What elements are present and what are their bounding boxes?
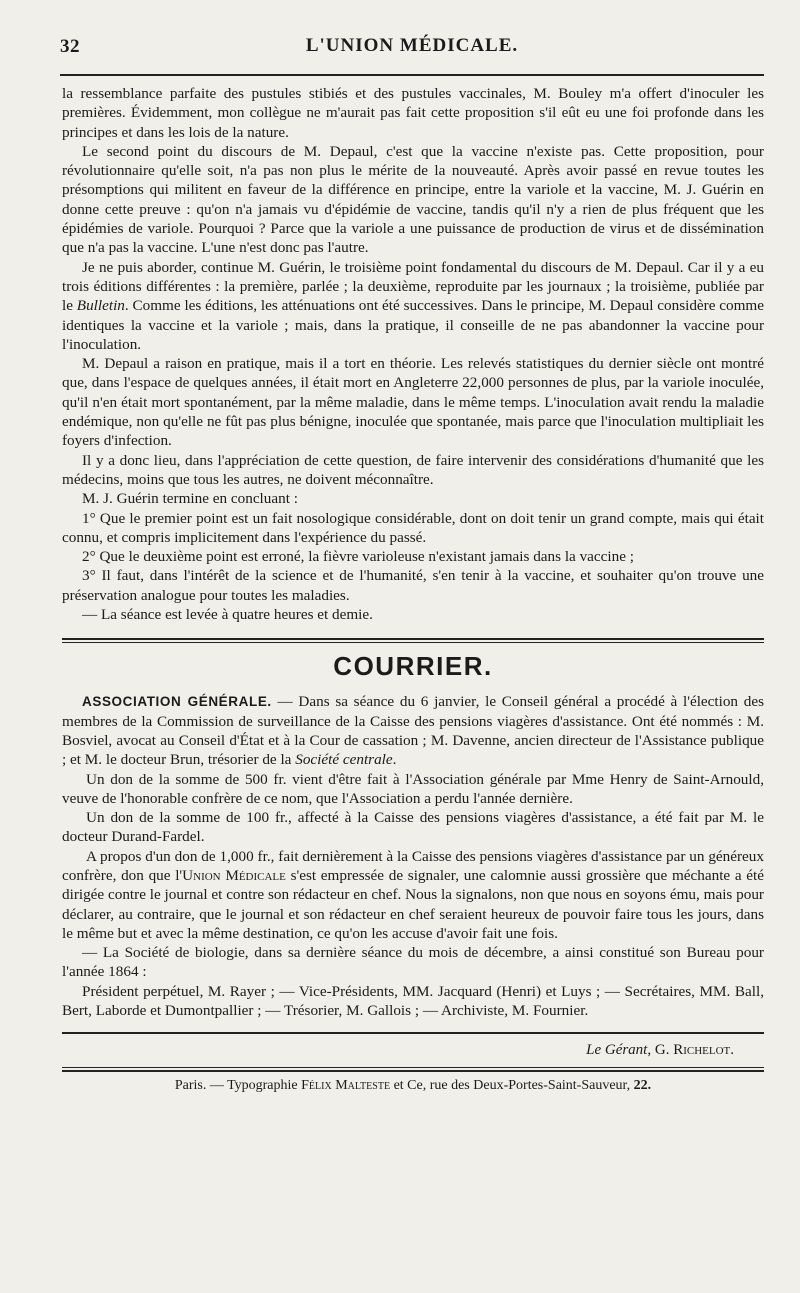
- paragraph: — La séance est levée à quatre heures et demie.: [82, 606, 373, 624]
- paragraph: M. J. Guérin termine en concluant :: [82, 490, 298, 508]
- article-body: [62, 84, 764, 624]
- page-number: 32: [60, 36, 80, 57]
- paragraph: Le second point du discours de M. Depaul, c'est que la vaccine n'existe pas. Cette proposition, pour révolutionnaire qu'elle soit, n'a pas non plus le mérite de la nouveauté. Après avoir passé en revue toutes les présomptions qui militent en faveur de la différence en principe, entre la variole et la vaccine, M. J. Guérin en donne cette preuve : qu'on n'a jamais vu d'épidémie de vaccine, tandis qu'il n'y a rien de plus fréquent que les épidémies de variole. Pourquoi ? Parce que la variole a une puissance de production de virus et de dissémination que n'a pas la vaccine. L'une n'est donc pas l'autre.: [62, 142, 764, 257]
- courrier-body: [62, 692, 764, 1020]
- paragraph: 2° Que le deuxième point est erroné, la fièvre varioleuse n'existant jamais dans la vaccine ;: [82, 548, 634, 566]
- paragraph: Il y a donc lieu, dans l'appréciation de cette question, de faire intervenir des considérations d'humanité que les médecins, moins que tous les autres, ne doivent méconnaître.: [62, 451, 764, 488]
- footer-rule: [62, 1070, 764, 1072]
- paragraph: — La Société de biologie, dans sa dernière séance du mois de décembre, a ainsi constitué son Bureau pour l'année 1864 :: [62, 944, 764, 981]
- section-title: COURRIER.: [333, 651, 493, 682]
- paragraph: Un don de la somme de 500 fr. vient d'être fait à l'Association générale par Mme Henry de Saint-Arnould, veuve de l'honorable confrère de ce nom, que l'Association a perdu l'année dernière.: [62, 770, 764, 807]
- footer-rule: [62, 1067, 764, 1068]
- paragraph: Président perpétuel, M. Rayer ; — Vice-Présidents, MM. Jacquard (Henri) et Luys ; — Secrétaires, MM. Ball, Bert, Laborde et Dumontpallier ; — Trésorier, M. Gallois ; — Archiviste, M. Fournier.: [62, 982, 764, 1020]
- section-separator: [62, 638, 764, 643]
- paragraph: 1° Que le premier point est un fait nosologique considérable, dont on doit tenir un grand compte, mais qui était connu, et compris implicitement dans l'expérience du passé.: [62, 509, 764, 546]
- page-header: [60, 30, 764, 62]
- journal-title: L'UNION MÉDICALE.: [305, 35, 519, 56]
- paragraph: A propos d'un don de 1,000 fr., fait dernièrement à la Caisse des pensions viagères d'assistance par un généreux confrère, don que l'Union Médicale s'est empressée de signaler, une calomnie aussi grossière que méchante a été dirigée contre le journal et contre son rédacteur en chef. Nous la signalons, non que nous en soyons ému, mais pour déclarer, au contraire, que le journal et son rédacteur en chef seraient heureux de pouvoir faire tous les jours, dans le même but et avec la même destination, ce qu'on les accuse d'avoir fait une fois.: [62, 847, 765, 942]
- paragraph: 3° Il faut, dans l'intérêt de la science et de l'humanité, s'en tenir à la vaccine, et souhaiter qu'on trouve une préservation analogue pour toutes les maladies.: [62, 567, 764, 604]
- paragraph: Je ne puis aborder, continue M. Guérin, le troisième point fondamental du discours de M. Depaul. Car il y a eu trois éditions différentes : la première, parlée ; la deuxième, reproduite par les journaux ; la troisième, publiée par le Bulletin. Comme les éditions, les atténuations ont été successives. Dans le principe, M. Depaul considère comme identiques la vaccine et la variole ; mais, dans la pratique, il conseille de ne pas abandonner la vaccine pour l'inoculation.: [62, 258, 764, 353]
- header-rule: [60, 74, 764, 76]
- printer-imprint: Paris. — Typographie Félix Malteste et Ce, rue des Deux-Portes-Saint-Sauveur, 22.: [174, 1078, 652, 1094]
- gerant-signature: Le Gérant, G. Richelot.: [586, 1042, 734, 1059]
- paragraph: M. Depaul a raison en pratique, mais il a tort en théorie. Les relevés statistiques du dernier siècle ont montré que, dans l'espace de quelques années, il était mort en Angleterre 22,000 personnes de plus, par la variole inoculée, qu'il n'en était mort spontanément, par la même maladie, dans le même temps. L'inoculation avait rendu la maladie endémique, non qu'elle ne fût pas plus bénigne, inoculée que spontanée, mais parce que l'inoculation multipliait les foyers d'infection.: [62, 355, 764, 450]
- paragraph: la ressemblance parfaite des pustules stibiés et des pustules vaccinales, M. Bouley m'a offert d'inoculer les premières. Évidemment, mon collègue ne m'aurait pas fait cette proposition s'il eût eu une foi profonde dans les principes et dans les lois de la nature.: [62, 85, 764, 141]
- paragraph: ASSOCIATION GÉNÉRALE. — Dans sa séance du 6 janvier, le Conseil général a procédé à l'élection des membres de la Commission de surveillance de la Caisse des pensions viagères d'assistance. Ont été nommés : M. Bosviel, avocat au Conseil d'État et à la Cour de cassation ; M. Davenne, ancien directeur de l'Assistance publique ; et M. le docteur Brun, trésorier de la Société centrale.: [62, 693, 764, 769]
- bottom-rule: [62, 1032, 764, 1034]
- paragraph: Un don de la somme de 100 fr., affecté à la Caisse des pensions viagères d'assistance, a été fait par M. le docteur Durand-Fardel.: [62, 809, 764, 846]
